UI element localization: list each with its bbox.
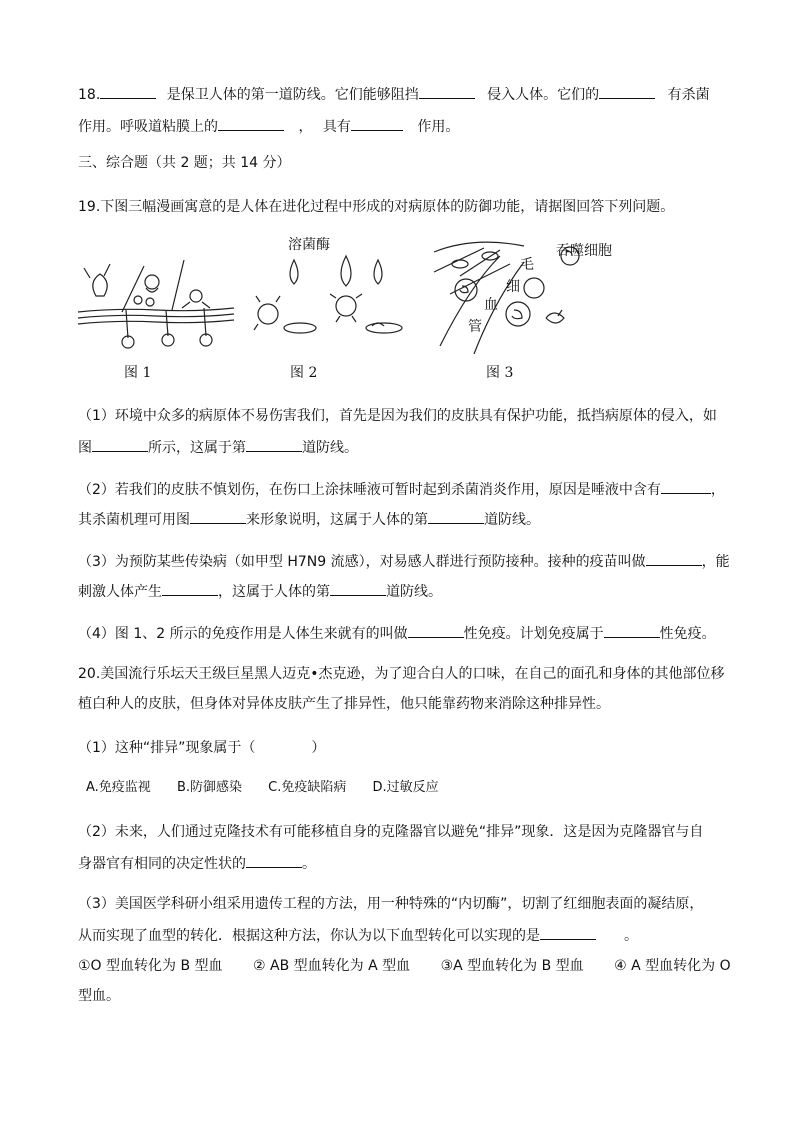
q19-p4-blank-1[interactable] [408,622,464,638]
q19-stem: 19.下图三幅漫画寓意的是人体在进化过程中形成的对病原体的防御功能，请据图回答下列问题。 [78,199,675,215]
q19-p2-line2 [78,508,540,530]
q19-p1-blank-2[interactable] [246,436,302,452]
q20-p3-blank[interactable] [540,924,596,940]
q19-p1-line2 [78,436,358,458]
q19-p2-blank-3[interactable] [428,508,484,524]
q20-option-c[interactable]: C.免疫缺陷病 [268,780,347,795]
q18-line2 [78,115,459,137]
q20-p3-text-2: 。 [624,928,638,944]
q20-p2-text-1: 身器官有相同的决定性状的 [78,856,246,872]
q18-text-7: 作用。 [417,119,460,135]
q18-text-5: ， [298,119,313,135]
q18-text-2: 侵入人体。它们的 [487,87,600,103]
figure-3-label: 图 3 [486,365,514,381]
q20-options [86,778,439,798]
q20-choice-4[interactable]: ④ A 型血转化为 O [614,958,731,974]
q20-option-a[interactable]: A.免疫监视 [86,780,151,795]
q18-blank-1[interactable] [100,83,156,99]
q19-p2-blank-1[interactable] [661,478,711,494]
q19-p4-text-3: 性免疫。 [659,626,716,642]
q18-number: 18. [78,87,101,103]
q20-p3-line2 [78,924,638,946]
q20-option-b[interactable]: B.防御感染 [176,780,243,795]
q19-p2-text-1: （2）若我们的皮肤不慎划伤，在伤口上涂抹唾液可暂时起到杀菌消炎作用，原因是唾液中含有 [78,482,661,498]
q20-p2-line2 [78,852,316,874]
q19-p4-line [78,622,716,644]
q20-choices [78,956,731,976]
q20-p2-text-2: 。 [302,856,316,872]
q18-text-4: 作用。呼吸道粘膜上的 [78,119,218,135]
figure-2-lysozyme [244,232,414,350]
q20-stem-line2: 植白种人的皮肤，但身体对异体皮肤产生了排异性，他只能靠药物来消除这种排异性。 [78,696,610,712]
figure-3-phagocyte [430,232,630,354]
q19-p4-text-2: 性免疫。计划免疫属于 [463,626,604,642]
phagocyte-label: 吞噬细胞 [556,243,612,259]
q19-p3-blank-3[interactable] [330,580,386,596]
q20-p3-line1: （3）美国医学科研小组采用遗传工程的方法，用一种特殊的“内切酶”，切割了红细胞表面的凝结原， [78,896,704,912]
q19-p2-text-4: 来形象说明，这属于人体的第 [246,512,428,528]
q19-p2-blank-2[interactable] [190,508,246,524]
q20-stem-line1: 20.美国流行乐坛天王级巨星黑人迈克•杰克逊，为了迎合白人的口味，在自己的面孔和身体的其他部位移 [78,666,725,682]
q20-choice-1[interactable]: ①O 型血转化为 B 型血 [78,958,223,974]
q19-p3-blank-2[interactable] [162,580,218,596]
q20-tail: 型血。 [78,988,120,1004]
q19-p4-blank-2[interactable] [604,622,660,638]
q19-p3-blank-1[interactable] [646,550,702,566]
q19-p2-line1 [78,478,725,500]
q20-p2-blank[interactable] [246,852,302,868]
q19-p2-text-5: 道防线。 [484,512,540,528]
q19-p3-text-4: ，这属于人体的第 [218,584,330,600]
q18-line1 [78,83,710,105]
q20-option-d[interactable]: D.过敏反应 [372,780,439,795]
q20-p2-line1: （2）未来，人们通过克隆技术有可能移植自身的克隆器官以避免“排异”现象．这是因为克隆器官与自 [78,824,704,840]
q19-p1-blank-1[interactable] [92,436,148,452]
figure-2-label: 图 2 [290,365,318,381]
q20-choice-2[interactable]: ② AB 型血转化为 A 型血 [252,958,411,974]
capillary-char-2: 细 [506,279,520,295]
q20-choice-3[interactable]: ③A 型血转化为 B 型血 [440,958,584,974]
q18-blank-5[interactable] [351,115,403,131]
q19-p1-line1: （1）环境中众多的病原体不易伤害我们，首先是因为我们的皮肤具有保护功能，抵挡病原体的侵入，如 [78,408,717,424]
q20-p1: （1）这种“排异”现象属于（ ） [78,740,326,756]
q18-blank-3[interactable] [599,83,655,99]
capillary-char-3: 血 [484,297,498,313]
lysozyme-label: 溶菌酶 [288,237,330,253]
q19-p2-text-2: ， [710,482,725,498]
figure-1-skin [76,256,236,352]
q19-p2-text-3: 其杀菌机理可用图 [78,512,190,528]
q19-p3-text-1: （3）为预防某些传染病（如甲型 H7N9 流感），对易感人群进行预防接种。接种的疫苗叫做 [78,554,646,570]
q18-text-6: 具有 [322,119,351,135]
q20-p3-text-1: 从而实现了血型的转化．根据这种方法，你认为以下血型转化可以实现的是 [78,928,540,944]
capillary-char-1: 毛 [520,257,534,273]
q19-p3-text-2: ，能 [701,554,730,570]
q18-blank-2[interactable] [419,83,475,99]
capillary-char-4: 管 [468,319,482,335]
q19-p3-text-3: 刺激人体产生 [78,584,162,600]
figure-1-label: 图 1 [124,365,152,381]
q18-text-3: 有杀菌 [667,87,710,103]
q18-text-1: 是保卫人体的第一道防线。它们能够阻挡 [166,87,419,103]
q19-p1-text-2: 所示，这属于第 [148,440,246,456]
q19-p3-text-5: 道防线。 [386,584,442,600]
section-heading: 三、综合题（共 2 题；共 14 分） [78,155,291,171]
q18-blank-4[interactable] [218,115,284,131]
q19-p3-line2 [78,580,442,602]
q19-p1-text-1: 图 [78,440,92,456]
q19-p4-text-1: （4）图 1、2 所示的免疫作用是人体生来就有的叫做 [78,626,408,642]
q19-p1-text-3: 道防线。 [302,440,358,456]
q19-p3-line1 [78,550,730,572]
